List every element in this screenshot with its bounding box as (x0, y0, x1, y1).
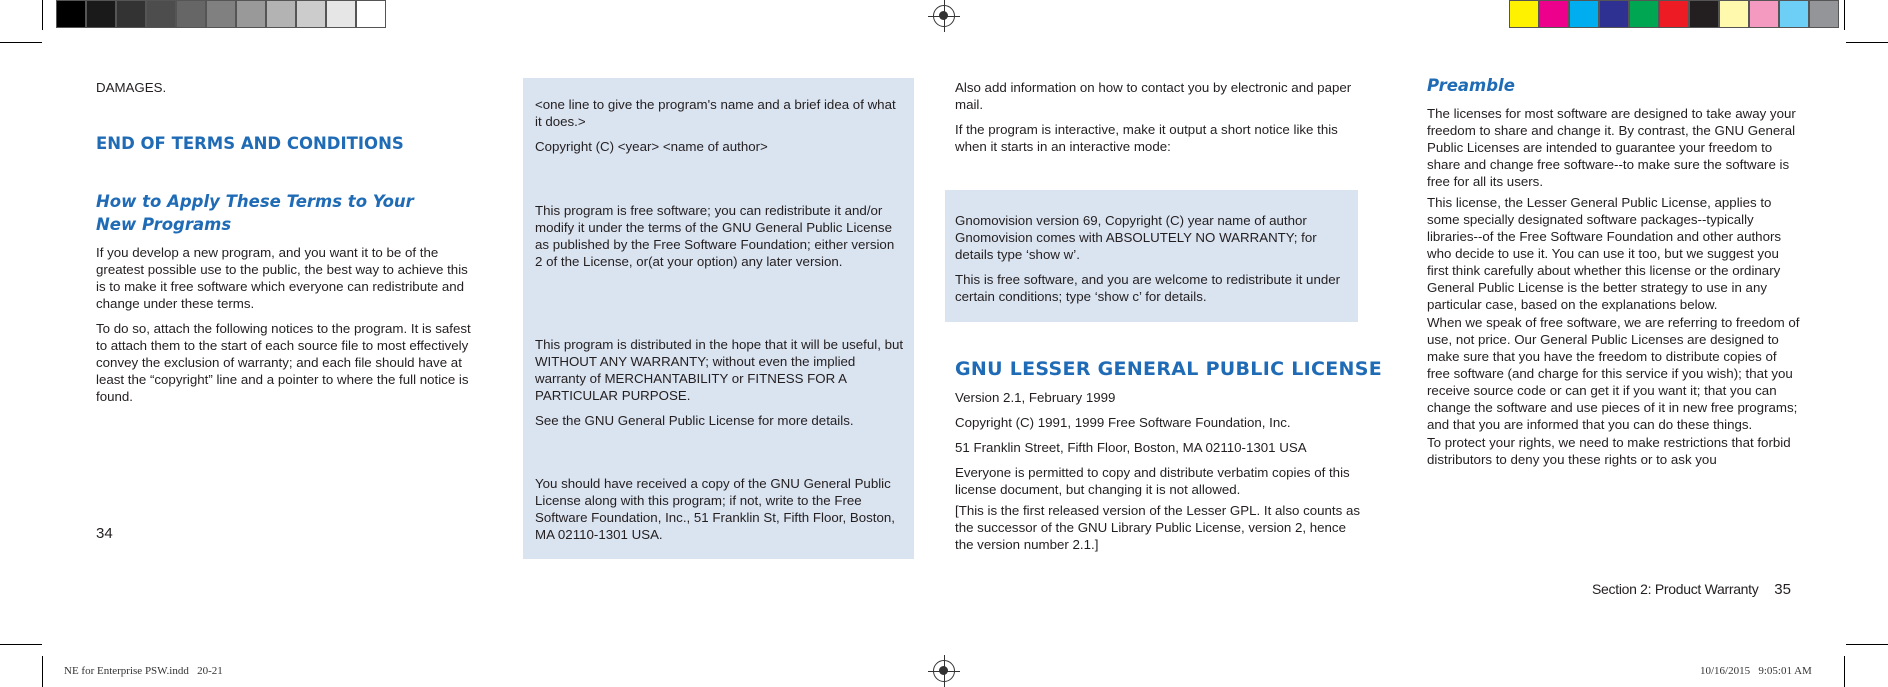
crop-mark (1844, 0, 1845, 30)
lgpl-address: 51 Franklin Street, Fifth Floor, Boston, MA 02110-1301 USA (955, 440, 1307, 455)
preamble-para-3: When we speak of free software, we are referring to freedom of use, not price. Our General Public Licenses are designed to make sure that you have the freedom to distribute copies of free software (and charge for this service if you wish); that you receive source code or can get it if you want it; that you can change the software and use pieces of it in new free programs; and that you are informed that you can do these things. (1427, 315, 1800, 432)
crop-mark (1844, 656, 1845, 687)
right-page-number: 35 (1774, 581, 1791, 598)
lgpl-version: Version 2.1, February 1999 (955, 390, 1116, 405)
preamble-para-1: The licenses for most software are designed to take away your freedom to share and change it. By contrast, the GNU General Public Licenses are intended to guarantee your freedom to share and change free software--to make sure the software is free for all its users. (1427, 106, 1796, 189)
contact-info-block (955, 79, 1355, 163)
apply-para-2: To do so, attach the following notices to the program. It is safest to attach them to the start of each source file to most effectively convey the exclusion of warranty; and each file should have at least the “copyright” line and a pointer to where the full notice is found. (96, 321, 471, 404)
crop-mark (42, 0, 43, 30)
color-swatch (1749, 0, 1779, 28)
color-swatch (356, 0, 386, 28)
color-swatch (266, 0, 296, 28)
color-swatch (1809, 0, 1839, 28)
color-swatch (86, 0, 116, 28)
color-swatch (176, 0, 206, 28)
notice-warranty-para: This program is distributed in the hope that it will be useful, but WITHOUT ANY WARRANTY; without even the implied warranty of MERCHANTABILITY or FITNESS FOR A PARTICULAR PURPOSE. (535, 337, 904, 403)
process-color-bar (1509, 0, 1839, 30)
lgpl-copyright: Copyright (C) 1991, 1999 Free Software Foundation, Inc. (955, 415, 1291, 430)
preamble-body (1427, 105, 1802, 476)
gnomovision-free-software: This is free software, and you are welcome to redistribute it under certain conditions; type ‘show c’ for details. (955, 272, 1341, 304)
interactive-para: If the program is interactive, make it output a short notice like this when it starts in an interactive mode: (955, 122, 1338, 154)
print-timestamp: 10/16/2015 9:05:01 AM (1700, 665, 1812, 677)
color-swatch (1689, 0, 1719, 28)
preamble-para-2: This license, the Lesser General Public License, applies to some specially designated software packages--typically libraries--of the Free Software Foundation and other authors who decide to use it. You can use it too, but we suggest you first think carefully about whether this license or the ordinary General Public License is the better strategy to use in any particular case, based on the explanations below. (1427, 195, 1782, 312)
color-swatch (326, 0, 356, 28)
grayscale-color-bar (56, 0, 386, 30)
lgpl-heading: GNU LESSER GENERAL PUBLIC LICENSE (955, 358, 1383, 380)
section-footer (1592, 581, 1791, 598)
crop-mark (0, 42, 42, 43)
crop-mark (1846, 42, 1888, 43)
color-swatch (1779, 0, 1809, 28)
color-swatch (1659, 0, 1689, 28)
gnomovision-notice: Gnomovision version 69, Copyright (C) year name of author Gnomovision comes with ABSOLUTELY NO WARRANTY; for details type ‘show w’. (955, 213, 1317, 262)
preamble-para-4: To protect your rights, we need to make restrictions that forbid distributors to deny you these rights or to ask you (1427, 435, 1791, 467)
left-body (96, 244, 474, 413)
how-to-apply-heading: How to Apply These Terms to Your New Programs (96, 192, 414, 234)
lgpl-first-release-para: [This is the first released version of the Lesser GPL. It also counts as the successor of the GNU Library Public License, version 2, hence the version number 2.1.] (955, 503, 1361, 552)
left-page-number: 34 (96, 525, 113, 542)
crop-mark (42, 656, 43, 687)
contact-para: Also add information on how to contact you by electronic and paper mail. (955, 80, 1352, 112)
color-swatch (1509, 0, 1539, 28)
color-swatch (1599, 0, 1629, 28)
notice-see-gpl-para: See the GNU General Public License for more details. (535, 413, 854, 428)
crop-mark (1846, 644, 1888, 645)
color-swatch (146, 0, 176, 28)
color-swatch (1569, 0, 1599, 28)
color-swatch (296, 0, 326, 28)
registration-mark-icon (933, 660, 955, 682)
end-of-terms-heading: END OF TERMS AND CONDITIONS (96, 134, 404, 153)
registration-mark-icon (933, 5, 955, 27)
apply-para-1: If you develop a new program, and you want it to be of the greatest possible use to the public, the best way to achieve this is to make it free software which everyone can redistribute and change under these terms. (96, 245, 468, 311)
color-swatch (1719, 0, 1749, 28)
color-swatch (56, 0, 86, 28)
color-swatch (1629, 0, 1659, 28)
preamble-heading: Preamble (1427, 76, 1515, 95)
gnomovision-box (945, 190, 1358, 322)
file-slug: NE for Enterprise PSW.indd 20-21 (64, 665, 223, 677)
crop-mark (0, 644, 42, 645)
lgpl-everyone-para: Everyone is permitted to copy and distribute verbatim copies of this license document, but changing it is not allowed. (955, 465, 1350, 497)
color-swatch (206, 0, 236, 28)
damages-text: DAMAGES. (96, 80, 167, 95)
color-swatch (236, 0, 266, 28)
color-swatch (116, 0, 146, 28)
section-title: Section 2: Product Warranty (1592, 581, 1759, 597)
left-page-column (96, 79, 474, 104)
notice-program-line: <one line to give the program's name and a brief idea of what it does.> (535, 97, 896, 129)
notice-copy-received-para: You should have received a copy of the GNU General Public License along with this program; if not, write to the Free Software Foundation, Inc., 51 Franklin St, Fifth Floor, Boston, MA 02110-1301 USA. (535, 476, 895, 542)
color-swatch (1539, 0, 1569, 28)
notice-copyright-line: Copyright (C) <year> <name of author> (535, 139, 768, 154)
gpl-notice-box (523, 78, 914, 559)
lgpl-body (955, 389, 1365, 561)
notice-free-software-para: This program is free software; you can redistribute it and/or modify it under the terms of the GNU General Public License as published by the Free Software Foundation; either version 2 of the License, or(at your option) any later version. (535, 203, 895, 269)
